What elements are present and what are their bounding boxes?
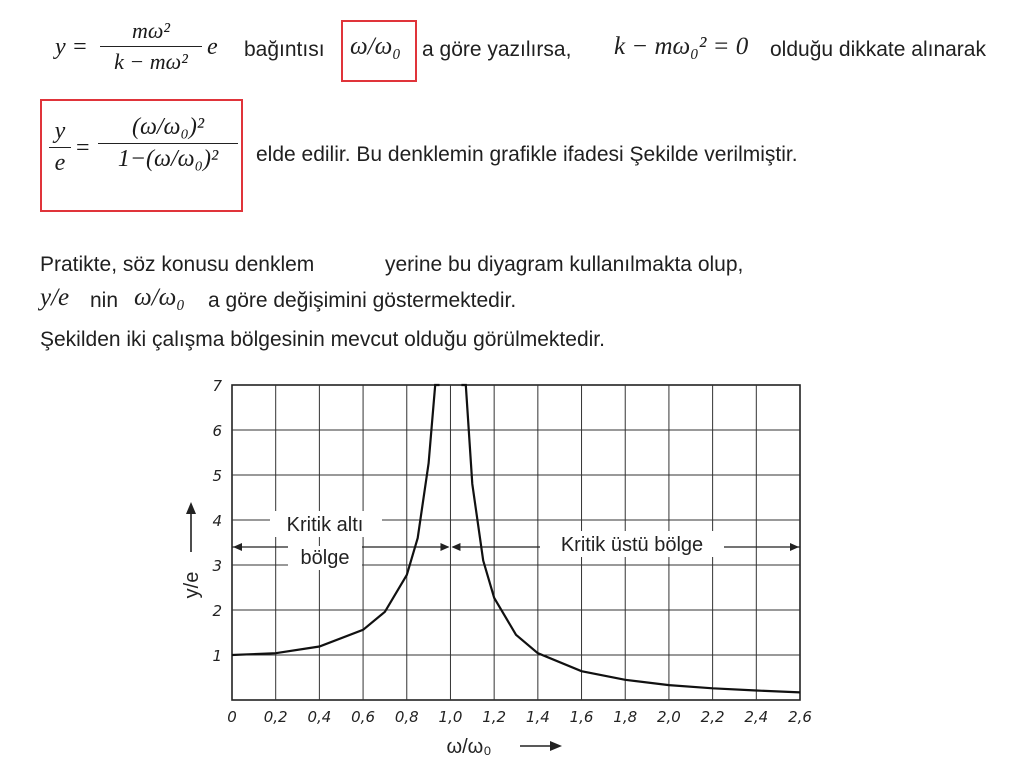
eq1-numerator: mω²: [131, 18, 171, 43]
y-tick-label: 1: [212, 647, 222, 665]
x-tick-label: 1,0: [438, 708, 463, 726]
y-tick-label: 5: [212, 467, 222, 485]
region-label-subcritical-2: bölge: [300, 547, 350, 569]
y-tick-label: 4: [212, 512, 222, 530]
x-axis-arrowhead: [550, 741, 562, 751]
eq2-equals: =: [76, 135, 90, 161]
region-arrowhead-right: [790, 543, 799, 551]
y-axis-label: y/e: [181, 571, 203, 599]
boxed-ratio: ω/ω₀: [350, 33, 401, 60]
y-tick-label: 7: [212, 377, 222, 395]
y-tick-label: 3: [212, 557, 222, 575]
eq1-lhs: y =: [55, 34, 88, 60]
para-line3: Şekilden iki çalışma bölgesinin mevcut olduğu görülmektedir.: [40, 328, 605, 351]
eq2-lhs-num: y: [54, 118, 66, 144]
word-gore: a göre yazılırsa,: [422, 38, 572, 61]
para-nin: nin: [90, 289, 119, 312]
region-arrowhead-mid-left: [440, 543, 449, 551]
y-tick-label: 6: [212, 422, 222, 440]
eq2-numerator: (ω/ω₀)²: [131, 114, 205, 140]
region-arrowhead-mid-right: [451, 543, 460, 551]
region-label-subcritical-1: Kritik altı: [286, 514, 364, 536]
x-axis-label: ω/ω₀: [446, 736, 492, 758]
eq2-denominator: 1−(ω/ω₀)²: [117, 146, 219, 172]
x-tick-label: 2,2: [700, 708, 725, 726]
region-label-supercritical: Kritik üstü bölge: [560, 534, 704, 556]
eq2-lhs-den: e: [54, 150, 66, 176]
para-line1b: yerine bu diyagram kullanılmakta olup,: [385, 253, 744, 276]
condition-eq: k − mω₀² = 0: [614, 33, 749, 60]
x-tick-label: 1,8: [613, 708, 638, 726]
x-tick-label: 1,2: [482, 708, 507, 726]
eq1-tail: e: [207, 34, 218, 60]
para-line1a: Pratikte, söz konusu denklem: [40, 253, 315, 276]
para-ratio: ω/ω₀: [134, 284, 185, 311]
x-tick-label: 0,4: [307, 708, 332, 726]
x-tick-label: 0,2: [263, 708, 288, 726]
x-tick-label: 0,6: [351, 708, 376, 726]
word-olduğu: olduğu dikkate alınarak: [770, 38, 986, 61]
x-tick-label: 1,4: [525, 708, 550, 726]
x-tick-label: 2,0: [656, 708, 681, 726]
word-bagintisi: bağıntısı: [244, 38, 325, 61]
y-tick-label: 2: [212, 602, 222, 620]
x-tick-label: 0: [227, 708, 237, 726]
row2-text: elde edilir. Bu denklemin grafikle ifadesi Şekilde verilmiştir.: [256, 143, 798, 166]
x-tick-label: 2,4: [744, 708, 769, 726]
para-line2-rest: a göre değişimini göstermektedir.: [208, 289, 517, 312]
region-arrowhead-left: [233, 543, 242, 551]
x-tick-label: 2,6: [788, 708, 812, 726]
eq1-denominator: k − mω²: [114, 49, 188, 74]
y-axis-arrowhead: [186, 502, 196, 514]
x-tick-label: 1,6: [569, 708, 594, 726]
para-ye: y/e: [40, 284, 70, 311]
x-tick-label: 0,8: [394, 708, 419, 726]
